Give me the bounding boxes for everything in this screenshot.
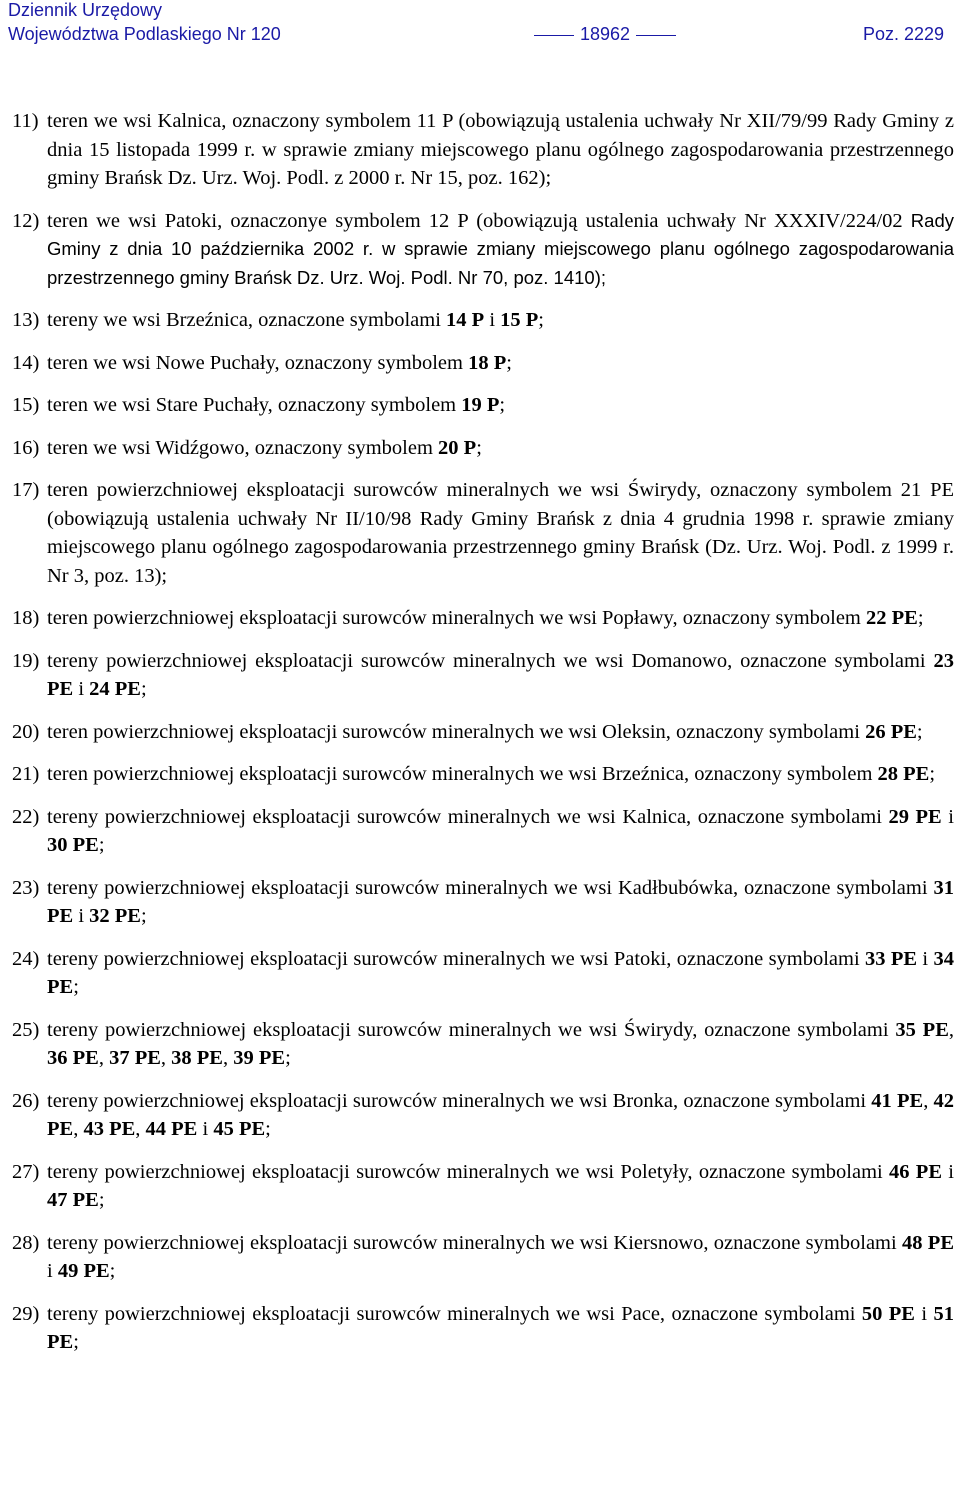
- item-text: teren we wsi Widźgowo, oznaczony symbolem: [47, 436, 439, 459]
- item-text: tereny powierzchniowej eksploatacji surowców mineralnych we wsi Świrydy, oznaczone symbolami: [47, 1018, 896, 1041]
- item-number: 27): [12, 1160, 40, 1183]
- symbol-code: 39 PE: [233, 1047, 286, 1069]
- list-item: [12, 1158, 954, 1215]
- item-number: 12): [12, 209, 40, 232]
- symbol-code: 46 PE: [889, 1160, 942, 1183]
- item-terminator: ;: [499, 394, 506, 416]
- journal-title: Dziennik Urzędowy: [8, 0, 163, 20]
- item-text: teren powierzchniowej eksploatacji surowców mineralnych we wsi Świrydy, oznaczony symbolem 21 PE (obowiązują ustalenia uchwały Nr II/10/98 Rady Gminy Brańsk z dnia 4 grudnia 1998 r. sprawie zmiany miejscowego planu ogólnego zagospodarowania przestrzennego gminy Brańsk (Dz. Urz. Woj. Podl. z 1999 r. Nr 3, poz. 13);: [47, 479, 954, 587]
- item-number: 18): [12, 607, 40, 629]
- item-text: teren we wsi Nowe Puchały, oznaczony symbolem: [47, 351, 469, 374]
- item-number: 13): [12, 309, 40, 331]
- item-text: teren we wsi Stare Puchały, oznaczony symbolem: [47, 394, 462, 416]
- connector-text: i: [47, 1260, 58, 1282]
- item-text: tereny powierzchniowej eksploatacji surowców mineralnych we wsi Bronka, oznaczone symbolami: [47, 1089, 872, 1112]
- connector-text: i: [197, 1118, 214, 1140]
- item-text: tereny powierzchniowej eksploatacji surowców mineralnych we wsi Domanowo, oznaczone symbolami: [47, 649, 934, 672]
- symbol-code: 50 PE: [861, 1302, 915, 1325]
- symbol-code: 26 PE: [865, 720, 917, 743]
- item-number: 28): [12, 1231, 40, 1254]
- item-number: 23): [12, 876, 40, 899]
- item-text: tereny powierzchniowej eksploatacji surowców mineralnych we wsi Poletyły, oznaczone symbolami: [47, 1160, 890, 1183]
- item-terminator: ;: [98, 1189, 105, 1211]
- symbol-code: 22 PE: [866, 607, 918, 629]
- list-item: [12, 107, 954, 193]
- item-text: tereny we wsi Brzeźnica, oznaczone symbolami: [47, 309, 447, 331]
- connector-text: i: [917, 947, 934, 970]
- item-terminator: ;: [916, 720, 923, 743]
- item-text: teren powierzchniowej eksploatacji surowców mineralnych we wsi Popławy, oznaczony symbolem: [47, 607, 866, 629]
- connector-text: ,: [135, 1118, 146, 1140]
- item-number: 14): [12, 351, 40, 374]
- list-item: [12, 760, 954, 789]
- item-text: tereny powierzchniowej eksploatacji surowców mineralnych we wsi Kiersnowo, oznaczone symbolami: [47, 1231, 902, 1254]
- header-line: [8, 24, 952, 50]
- item-terminator: ;: [929, 763, 936, 785]
- list-item: [12, 306, 954, 335]
- position-number: Poz. 2229: [862, 24, 944, 44]
- symbol-code: 51 PE: [47, 1302, 954, 1353]
- document-body: [12, 107, 954, 1371]
- list-item: [12, 945, 954, 1002]
- connector-text: i: [941, 805, 954, 828]
- list-item: [12, 349, 954, 378]
- symbol-code: 24 PE: [89, 678, 141, 700]
- symbol-code: 49 PE: [57, 1260, 110, 1282]
- connector-text: i: [73, 905, 90, 927]
- item-number: 16): [12, 436, 40, 459]
- symbol-code: 31 PE: [47, 876, 954, 927]
- connector-text: i: [484, 309, 501, 331]
- symbol-code: 35 PE: [895, 1018, 949, 1041]
- item-text: teren powierzchniowej eksploatacji surowców mineralnych we wsi Brzeźnica, oznaczony symbolem: [47, 763, 878, 785]
- symbol-code: 33 PE: [865, 947, 918, 970]
- list-item: [12, 647, 954, 704]
- item-number: 11): [12, 110, 39, 132]
- symbol-code: 37 PE: [109, 1047, 161, 1069]
- symbol-code: 23 PE: [47, 649, 954, 700]
- symbol-code: 36 PE: [47, 1047, 99, 1069]
- list-item: [12, 874, 954, 931]
- item-text-sans: Rady Gminy z dnia 10 października 2002 r. w sprawie zmiany miejscowego planu ogólnego zagospodarowania przestrzennego gminy Brańsk Dz. Urz. Woj. Podl. Nr 70, poz. 1410);: [47, 209, 954, 288]
- item-terminator: ;: [265, 1118, 271, 1140]
- dash-left: [534, 35, 574, 36]
- item-number: 29): [12, 1302, 40, 1325]
- item-terminator: ;: [98, 834, 105, 856]
- item-text: tereny powierzchniowej eksploatacji surowców mineralnych we wsi Patoki, oznaczone symbolami: [47, 947, 866, 970]
- item-terminator: ;: [140, 678, 147, 700]
- page-header: [0, 0, 960, 56]
- page-number-block: [528, 24, 682, 45]
- journal-subtitle: Województwa Podlaskiego Nr 120: [8, 24, 281, 44]
- list-item: [12, 803, 954, 860]
- item-terminator: ;: [476, 436, 482, 459]
- connector-text: i: [914, 1302, 934, 1325]
- symbol-code: 15 P: [500, 309, 539, 331]
- item-number: 24): [12, 947, 40, 970]
- item-number: 26): [12, 1089, 40, 1112]
- item-terminator: ;: [73, 1331, 79, 1353]
- list-item: [12, 604, 954, 633]
- symbol-code: 42 PE: [47, 1089, 954, 1140]
- item-number: 20): [12, 720, 40, 743]
- item-terminator: ;: [917, 607, 924, 629]
- symbol-code: 43 PE: [83, 1118, 136, 1140]
- item-text: teren we wsi Kalnica, oznaczony symbolem 11 P (obowiązują ustalenia uchwały Nr XII/79/99 Rady Gminy z dnia 15 listopada 1999 r. w sprawie zmiany miejscowego planu ogólnego zagospodarowania przestrzennego gminy Brańsk Dz. Urz. Woj. Podl. z 2000 r. Nr 15, poz. 162);: [47, 110, 954, 189]
- symbol-code: 30 PE: [47, 834, 99, 856]
- connector-text: ,: [222, 1047, 234, 1069]
- list-item: [12, 476, 954, 590]
- page-number: 18962: [580, 24, 631, 44]
- symbol-code: 28 PE: [877, 763, 930, 785]
- dash-right: [636, 35, 676, 36]
- symbol-code: 14 P: [446, 309, 485, 331]
- connector-text: i: [73, 678, 90, 700]
- connector-text: ,: [948, 1018, 954, 1041]
- symbol-code: 44 PE: [145, 1118, 198, 1140]
- symbol-code: 41 PE: [871, 1089, 924, 1112]
- item-number: 15): [12, 394, 40, 416]
- item-number: 25): [12, 1018, 40, 1041]
- item-number: 17): [12, 479, 40, 501]
- symbol-code: 29 PE: [888, 805, 942, 828]
- item-number: 22): [12, 805, 40, 828]
- item-terminator: ;: [73, 976, 79, 998]
- symbol-code: 45 PE: [213, 1118, 266, 1140]
- item-text: tereny powierzchniowej eksploatacji surowców mineralnych we wsi Kalnica, oznaczone symbolami: [47, 805, 889, 828]
- symbol-code: 19 P: [461, 394, 500, 416]
- list-item: [12, 1229, 954, 1286]
- item-number: 21): [12, 763, 40, 785]
- symbol-code: 20 P: [438, 436, 477, 459]
- list-item: [12, 1087, 954, 1144]
- list-item: [12, 718, 954, 747]
- item-text: teren powierzchniowej eksploatacji surowców mineralnych we wsi Oleksin, oznaczony symbolami: [47, 720, 866, 743]
- symbol-code: 48 PE: [902, 1231, 954, 1254]
- symbol-code: 18 P: [468, 351, 507, 374]
- connector-text: ,: [98, 1047, 110, 1069]
- list-item: [12, 434, 954, 463]
- item-terminator: ;: [506, 351, 512, 374]
- list-item: [12, 1300, 954, 1357]
- connector-text: ,: [923, 1089, 934, 1112]
- symbol-code: 32 PE: [89, 905, 141, 927]
- item-text: teren we wsi Patoki, oznaczonye symbolem 12 P (obowiązują ustalenia uchwały Nr XXXIV/224/02: [47, 209, 911, 232]
- item-text: tereny powierzchniowej eksploatacji surowców mineralnych we wsi Pace, oznaczone symbolami: [47, 1302, 862, 1325]
- symbol-code: 47 PE: [47, 1189, 99, 1211]
- list-item: [12, 391, 954, 420]
- symbol-code: 34 PE: [47, 947, 954, 998]
- item-terminator: ;: [538, 309, 544, 331]
- connector-text: i: [942, 1160, 954, 1183]
- list-item: [12, 1016, 954, 1073]
- list-item: [12, 207, 954, 293]
- item-terminator: ;: [109, 1260, 116, 1282]
- connector-text: ,: [73, 1118, 84, 1140]
- item-number: 19): [12, 649, 40, 672]
- connector-text: ,: [160, 1047, 172, 1069]
- item-terminator: ;: [285, 1047, 291, 1069]
- item-terminator: ;: [140, 905, 147, 927]
- symbol-code: 38 PE: [171, 1047, 223, 1069]
- item-text: tereny powierzchniowej eksploatacji surowców mineralnych we wsi Kadłbubówka, oznaczone symbolami: [47, 876, 934, 899]
